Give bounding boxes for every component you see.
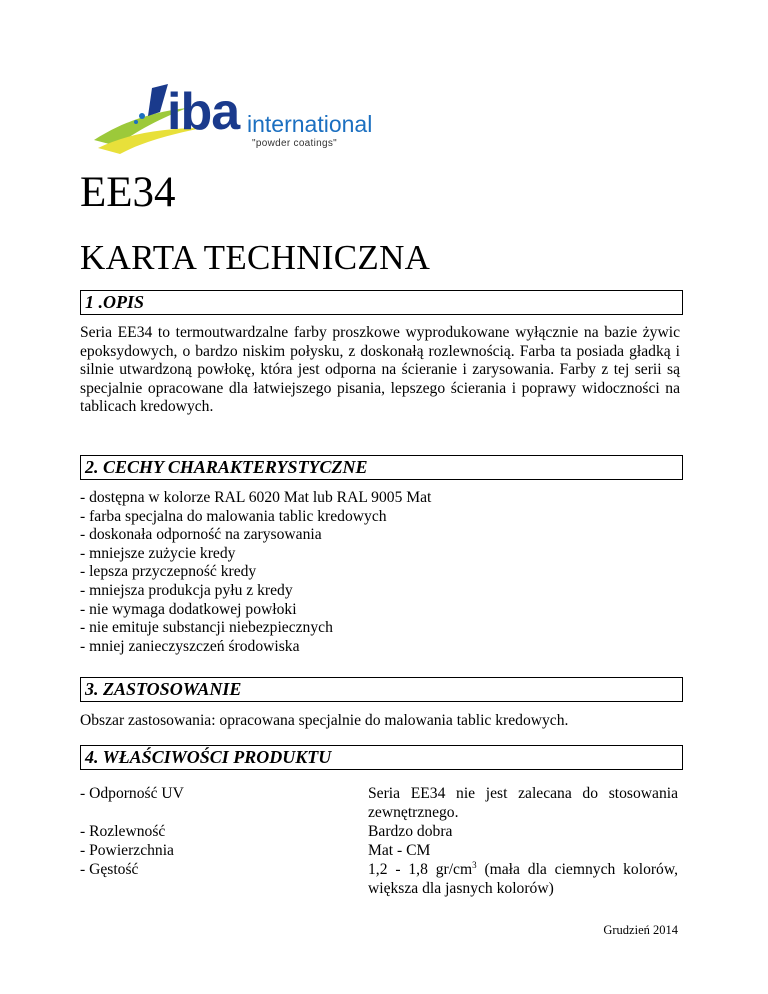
- document-title: KARTA TECHNICZNA: [80, 238, 431, 277]
- density-superscript: 3: [472, 859, 477, 870]
- flow-value: Bardzo dobra: [368, 823, 453, 840]
- product-code: EE34: [80, 169, 176, 216]
- zastosowanie-paragraph: Obszar zastosowania: opracowana specjalnie do malowania tablic kredowych.: [80, 712, 569, 729]
- brand-name-main: iba: [167, 83, 240, 141]
- density-label: - Gęstość: [80, 861, 139, 878]
- section-header-wlasciwosci: 4. WŁAŚCIWOŚCI PRODUKTU: [80, 745, 683, 770]
- footer-date: Grudzień 2014: [603, 923, 678, 937]
- density-value-main: 1,2 - 1,8 gr/cm: [368, 861, 473, 878]
- list-item: - lepsza przyczepność kredy: [80, 563, 257, 581]
- flow-label: - Rozlewność: [80, 823, 166, 840]
- list-item: - mniejsze zużycie kredy: [80, 544, 236, 562]
- opis-paragraph: Seria EE34 to termoutwardzalne farby proszkowe wyprodukowane wyłącznie na bazie żywic epoksydowych, o bardzo niskim połysku, z doskonałą rozlewnością. Farba ta posiada gładką i silnie utwardzoną powłokę, która jest odporna na ścieranie i zarysowania. Farby z tej serii są specjalnie opracowane dla łatwiejszego pisania, lepszego ścierania i poprawy widoczności na tablicach kredowych.: [80, 324, 680, 416]
- uv-label: - Odporność UV: [80, 785, 184, 802]
- company-logo: [92, 82, 422, 162]
- list-item: - mniejsza produkcja pyłu z kredy: [80, 581, 293, 599]
- list-item: - dostępna w kolorze RAL 6020 Mat lub RAL 9005 Mat: [80, 489, 432, 506]
- list-item: - mniej zanieczyszczeń środowiska: [80, 637, 300, 655]
- list-item: - farba specjalna do malowania tablic kredowych: [80, 507, 387, 525]
- section-header-zastosowanie: 3. ZASTOSOWANIE: [80, 677, 683, 702]
- brand-name-suffix: international: [247, 111, 373, 137]
- section-header-cechy: 2. CECHY CHARAKTERYSTYCZNE: [80, 455, 683, 480]
- density-value-note: (mała dla ciemnych kolorów, większa dla jasnych kolorów): [368, 861, 678, 897]
- list-item: - doskonała odporność na zarysowania: [80, 526, 322, 544]
- surface-label: - Powierzchnia: [80, 842, 174, 859]
- section-header-opis: 1 .OPIS: [80, 290, 683, 315]
- list-item: - nie wymaga dodatkowej powłoki: [80, 600, 297, 618]
- list-item: - nie emituje substancji niebezpiecznych: [80, 619, 333, 637]
- uv-value: Seria EE34 nie jest zalecana do stosowania zewnętrznego.: [368, 785, 678, 821]
- surface-value: Mat - CM: [368, 842, 431, 859]
- brand-tagline: "powder coatings": [252, 138, 338, 149]
- density-value: [368, 861, 678, 898]
- features-list: [80, 489, 431, 656]
